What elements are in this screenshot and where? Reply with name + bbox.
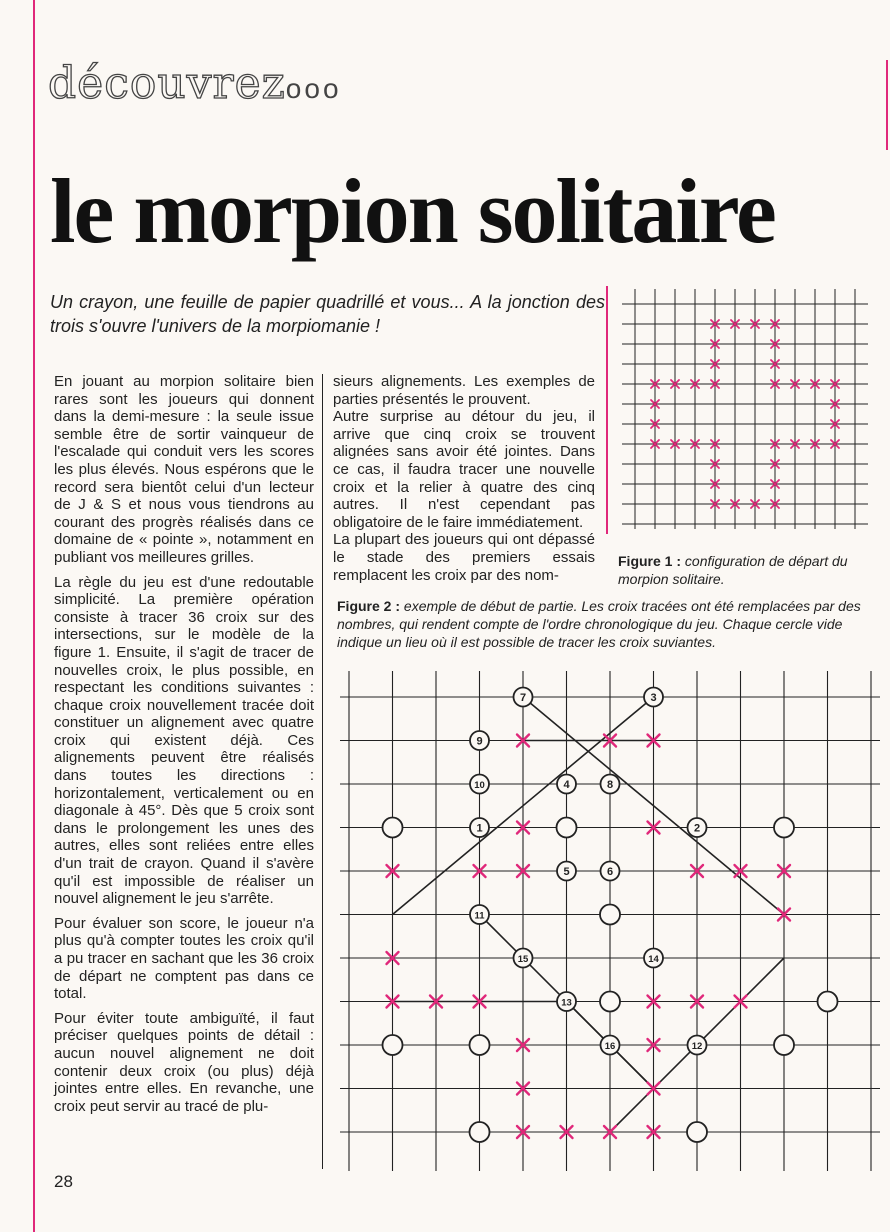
empty-circle	[383, 818, 403, 838]
binding-rule	[33, 0, 35, 1232]
paragraph: Pour évaluer son score, le joueur n'a plus qu'à compter toutes les croix qu'il a pu tracer en sachant que les 36 croix de départ ne comptent pas dans ce total.	[54, 914, 314, 1003]
move-number: 8	[606, 779, 614, 791]
text-column-1	[54, 373, 314, 1122]
empty-circle	[470, 1122, 490, 1142]
empty-circle	[600, 905, 620, 925]
empty-circle	[470, 1035, 490, 1055]
empty-circle	[383, 1035, 403, 1055]
paragraph: Pour éviter toute ambiguïté, il faut préciser quelques points de détail : aucun nouvel alignement ne doit contenir deux croix (ou plus) déjà jointes entre elles. En revanche, une croix peut servir au tracé de plu-	[54, 1009, 314, 1115]
empty-circle	[557, 818, 577, 838]
move-number: 16	[604, 1041, 616, 1052]
paragraph: sieurs alignements. Les exemples de parties présentés le prouvent.	[333, 373, 595, 408]
paragraph: En jouant au morpion solitaire bien rares sont les joueurs qui donnent dans la demi-mesure : la seule issue semble être de sortir vainqueur de l'escalade qui conduit vers les scores les plus élevés. Nous espérons que le record sera bientôt celui d'un lecteur de J & S et nous vous tiendrons au courant des progrès réalisés dans ce domaine de « pointe », notamment en publiant vos meilleures grilles.	[54, 373, 314, 566]
move-number: 6	[606, 866, 614, 878]
figure-1-caption	[618, 552, 880, 588]
figure-2-caption	[337, 597, 882, 651]
text-column-2	[333, 373, 595, 584]
move-number: 3	[650, 692, 657, 704]
empty-circle	[774, 1035, 794, 1055]
intro-rule	[606, 286, 608, 534]
paragraph: Autre surprise au détour du jeu, il arrive que cinq croix se trouvent alignées sans avoir été jointes. Dans ce cas, il faudra tracer une nouvelle croix et la relier à quatre des cinq autres. Il n'est cependant pas obligatoire de le faire immédiatement.	[333, 408, 595, 531]
column-divider	[322, 374, 323, 1169]
move-number: 15	[517, 954, 529, 965]
empty-circle	[818, 992, 838, 1012]
empty-circle	[600, 992, 620, 1012]
move-number: 10	[474, 780, 485, 791]
move-number: 2	[693, 822, 701, 835]
move-number: 11	[474, 910, 485, 922]
figure-2-label: Figure 2 :	[337, 598, 401, 614]
article-title: le morpion solitaire	[50, 160, 775, 262]
figure-2-grid	[340, 671, 880, 1171]
figure-1-label: Figure 1 :	[618, 553, 682, 569]
move-number: 7	[519, 692, 527, 704]
article-intro: Un crayon, une feuille de papier quadrillé et vous... A la jonction des trois s'ouvre l'univers de la morpiomanie !	[50, 292, 605, 336]
paragraph: La règle du jeu est d'une redoutable simplicité. La première opération consiste à tracer 36 croix sur des intersections, sur le modèle de la figure 1. Ensuite, il s'agit de tracer de nouvelles croix, le plus possible, en respectant les conditions suivantes : chaque croix nouvellement tracée doit constituer un alignement avec quatre croix qui existent déjà. Ces alignements peuvent être réalisés dans toutes les directions : horizontalement, verticalement ou en diagonale à 45°. Dès que 5 croix sont dans le prolongement les unes des autres, elles sont reliées entre elles d'un trait de crayon. Quand il s'avère qu'il est impossible de réaliser un nouvel alignement le jeu s'arrête.	[54, 573, 314, 908]
section-header-label: découvrez	[48, 58, 286, 109]
move-number: 1	[476, 822, 483, 835]
empty-circle	[774, 818, 794, 838]
page-number: 28	[54, 1172, 73, 1191]
move-number: 12	[691, 1041, 703, 1052]
move-number: 9	[476, 735, 483, 748]
figure-1-text: configuration de départ du morpion solitaire.	[618, 553, 848, 587]
move-number: 5	[563, 866, 570, 878]
move-number: 4	[563, 779, 570, 791]
paragraph: La plupart des joueurs qui ont dépassé le stade des premiers essais remplacent les croix par des nom-	[333, 531, 595, 584]
figure-2-text: exemple de début de partie. Les croix tracées ont été remplacées par des nombres, qui rendent compte de l'ordre chronologique du jeu. Chaque cercle vide indique un lieu où il est possible de tracer les croix suviantes.	[337, 598, 861, 650]
section-header-dots: ooo	[285, 73, 342, 104]
move-number: 13	[561, 997, 572, 1009]
move-number: 14	[648, 954, 659, 965]
section-header	[48, 58, 342, 109]
edge-rule	[886, 60, 888, 150]
figure-1-grid	[622, 289, 868, 529]
empty-circle	[687, 1122, 707, 1142]
